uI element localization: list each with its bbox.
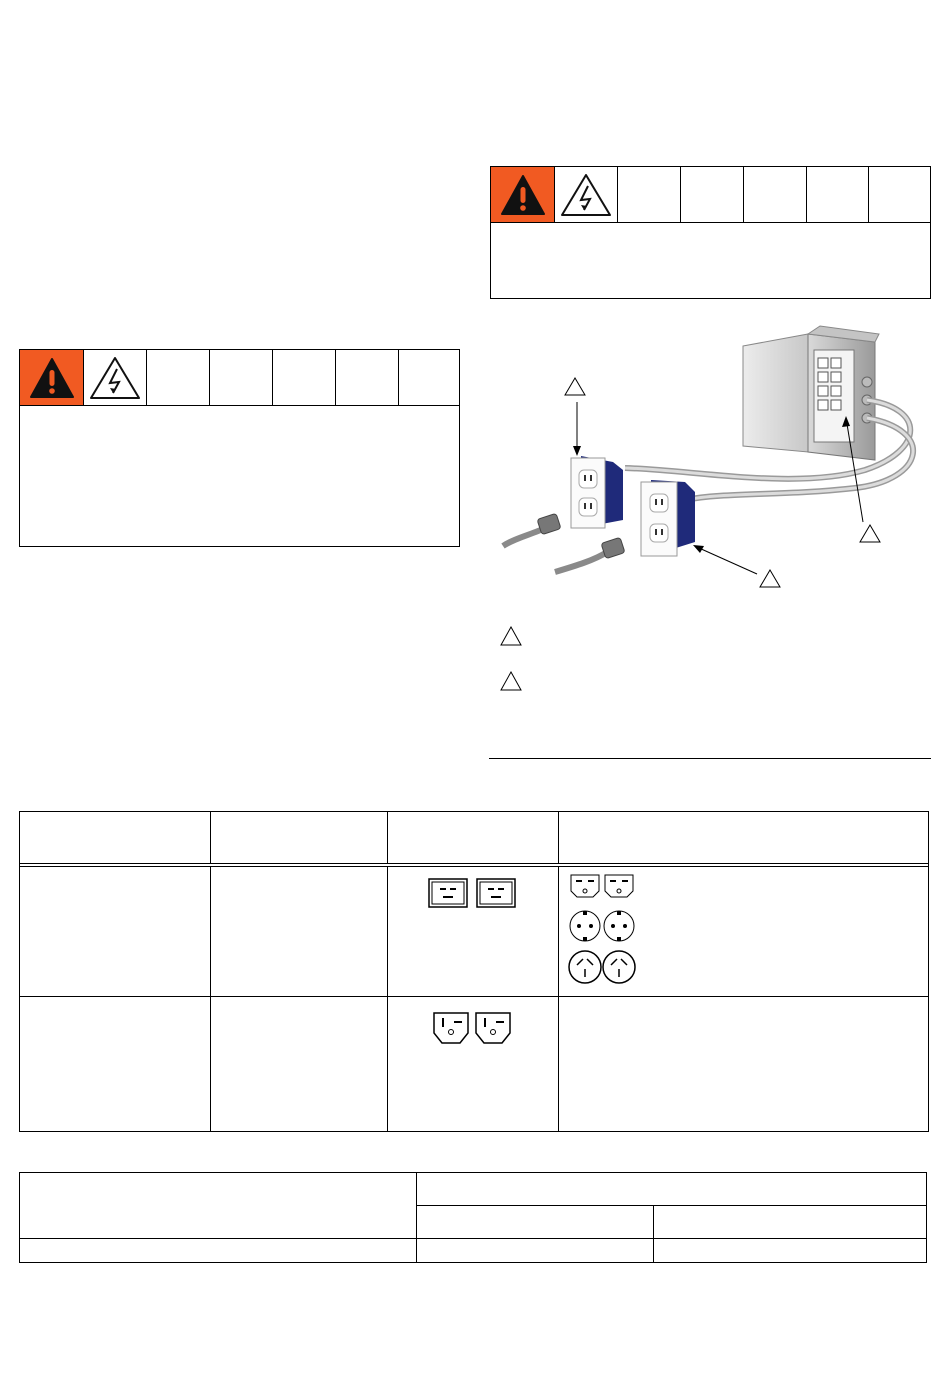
empty-icon-slot [147, 350, 210, 405]
table-header-cell [211, 812, 388, 864]
table-cell [388, 867, 559, 997]
table-cell [20, 997, 211, 1132]
warning-icon-row [491, 167, 930, 223]
table-cell [654, 1239, 927, 1263]
empty-icon-slot [869, 167, 930, 222]
bottom-table [19, 1172, 927, 1263]
nema-l6-receptacle-icon [571, 875, 633, 897]
table-cell [417, 1239, 654, 1263]
warning-exclamation-icon [20, 350, 84, 405]
table-cell [388, 997, 559, 1132]
cee-7-receptacle-icon [570, 911, 634, 941]
iec-c19-inlet-icon [427, 877, 519, 911]
table-cell [20, 1239, 417, 1263]
table-header-cell [20, 812, 211, 864]
table-subheader-cell [417, 1206, 654, 1239]
legend-marker-triangle-icon [500, 626, 522, 646]
nema-6-20-receptacle-icon [432, 1011, 514, 1045]
table-cell [20, 867, 211, 997]
empty-icon-slot [618, 167, 681, 222]
table-cell [211, 867, 388, 997]
empty-icon-slot [210, 350, 273, 405]
warning-text [491, 222, 930, 298]
warning-box-right [490, 166, 931, 299]
table-header-cell [417, 1173, 927, 1206]
table-cell [559, 997, 929, 1132]
table-header-row [20, 812, 929, 864]
section-divider [489, 758, 931, 759]
warning-exclamation-icon [491, 167, 555, 222]
table-header-cell [559, 812, 929, 864]
receptacle-table [19, 811, 929, 1132]
empty-icon-slot [807, 167, 869, 222]
breaker-panel [743, 326, 879, 460]
table-cell [211, 997, 388, 1132]
separate-circuits-illustration [495, 320, 940, 600]
table-cell [559, 867, 929, 997]
electric-shock-icon [84, 350, 147, 405]
empty-icon-slot [399, 350, 459, 405]
empty-icon-slot [336, 350, 399, 405]
empty-icon-slot [681, 167, 744, 222]
table-row [20, 1239, 927, 1263]
table-subheader-cell [654, 1206, 927, 1239]
table-row [20, 867, 929, 997]
table-row [20, 997, 929, 1132]
legend-marker-triangle-icon [500, 671, 522, 691]
empty-icon-slot [744, 167, 807, 222]
outlet-circuit-one [571, 456, 623, 528]
empty-icon-slot [273, 350, 336, 405]
electric-shock-icon [555, 167, 618, 222]
warning-text [20, 405, 459, 546]
outlet-circuit-two [641, 480, 695, 556]
as-3112-receptacle-icon [569, 951, 635, 983]
warning-box-left [19, 349, 460, 547]
table-header-cell [388, 812, 559, 864]
warning-icon-row [20, 350, 459, 406]
table-header-cell [20, 1173, 417, 1239]
figure-legend [500, 626, 930, 698]
receptacle-type-icons [567, 871, 647, 991]
